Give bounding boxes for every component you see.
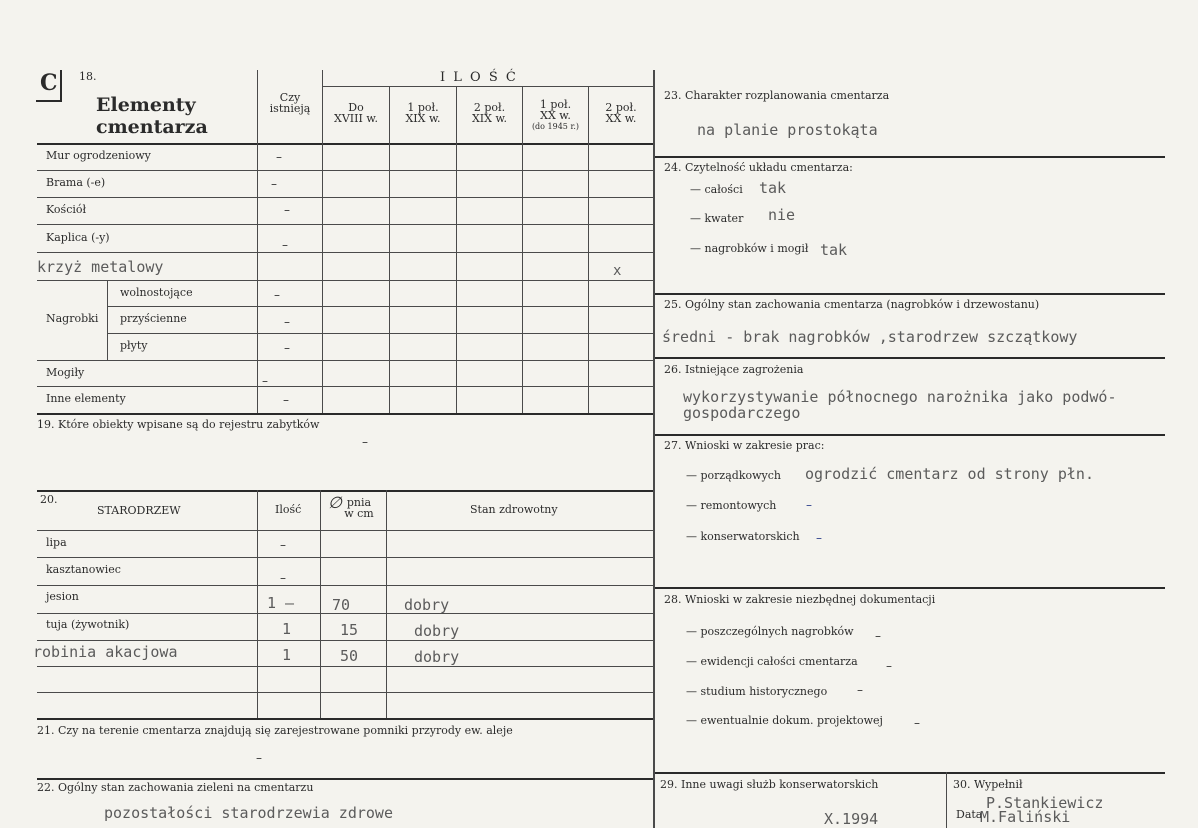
q26-value-line1: wykorzystywanie północnego narożnika jako podwó-: [683, 388, 1117, 406]
tree-ilosc: –: [280, 538, 286, 552]
column-header-line2: XIX w.: [405, 112, 441, 125]
q24-item-label: — całości: [690, 183, 743, 196]
q28-label: 28. Wnioski w zakresie niezbędnej dokumentacji: [664, 593, 936, 606]
q29-label: 29. Inne uwagi służb konserwatorskich: [660, 778, 879, 791]
pnia-header-line1: pnia: [346, 496, 372, 509]
question-number-18: 18.: [79, 70, 97, 83]
q27-item-label: — porządkowych: [686, 469, 781, 482]
czy-header-line1: Czy: [279, 91, 301, 104]
q30-data-label: Data: [956, 808, 983, 821]
q28-item-value: –: [857, 683, 863, 697]
tree-name: lipa: [46, 536, 67, 549]
element-row-czy: –: [283, 393, 289, 407]
q28-item-label: — ewidencji całości cmentarza: [686, 655, 858, 668]
q27-item-value: –: [806, 498, 812, 512]
q28-item-value: –: [914, 716, 920, 730]
column-header-2pol-xix: [457, 102, 522, 124]
element-row-czy: –: [276, 150, 282, 164]
q19-label: 19. Które obiekty wpisane są do rejestru zabytków: [37, 418, 320, 431]
section-letter: C: [40, 70, 58, 96]
tree-stan: dobry: [414, 622, 460, 640]
stan-zdrowotny-header: Stan zdrowotny: [470, 503, 558, 516]
pnia-header: [334, 497, 384, 519]
pnia-header-line2: w cm: [344, 507, 374, 520]
nagrobki-label: Nagrobki: [46, 312, 99, 325]
column-header-line1: 1 poł.: [539, 98, 572, 111]
column-header-line2: XIX w.: [471, 112, 508, 125]
element-row-label: Kościół: [46, 203, 87, 216]
tree-stan: dobry: [404, 596, 450, 614]
q24-item-value: tak: [820, 241, 848, 259]
q22-value: pozostałości starodrzewia zdrowe: [104, 804, 393, 822]
column-header-line3: (do 1945 r.): [531, 122, 580, 131]
tree-name: tuja (żywotnik): [46, 618, 130, 631]
q24-label: 24. Czytelność układu cmentarza:: [664, 161, 853, 174]
tree-ilosc: 1: [282, 620, 292, 638]
pnia-symbol: ∅: [328, 493, 342, 512]
starodrzew-title: STARODRZEW: [97, 504, 181, 517]
q30-label: 30. Wypełnił: [953, 778, 1023, 791]
q24-item-label: — nagrobków i mogił: [690, 242, 809, 255]
element-row-czy: –: [271, 177, 277, 191]
q28-item-label: — studium historycznego: [686, 685, 828, 698]
column-header-1pol-xx: [523, 99, 588, 132]
section-title-line2: cmentarza: [96, 116, 208, 138]
column-header-line1: Do: [348, 101, 364, 114]
q24-item-value: tak: [759, 179, 787, 197]
q25-label: 25. Ogólny stan zachowania cmentarza (nagrobków i drzewostanu): [664, 298, 1040, 311]
starodrzew-ilosc-header: Ilość: [275, 503, 302, 516]
czy-header-line2: istnieją: [269, 102, 311, 115]
column-header-do-xviii: [323, 102, 389, 124]
element-row-label: Brama (-e): [46, 176, 106, 189]
element-row-czy: –: [284, 315, 290, 329]
column-header-line1: 1 poł.: [407, 101, 439, 114]
q27-item-label: — remontowych: [686, 499, 777, 512]
q27-item-label: — konserwatorskich: [686, 530, 800, 543]
q23-value: na planie prostokąta: [697, 121, 878, 139]
tree-ilosc: 1 –: [267, 594, 295, 612]
column-header-line1: 2 poł.: [605, 101, 637, 114]
column-header-1pol-xix: [390, 102, 456, 124]
element-row-label: Mogiły: [46, 366, 85, 379]
q24-item-label: — kwater: [690, 212, 744, 225]
q27-label: 27. Wnioski w zakresie prac:: [664, 439, 825, 452]
q26-label: 26. Istniejące zagrożenia: [664, 363, 804, 376]
element-row-label-typed: krzyż metalowy: [37, 258, 164, 276]
q26-value-line2: gospodarczego: [683, 404, 801, 422]
q28-item-label: — ewentualnie dokum. projektowej: [686, 714, 883, 727]
q20-number: 20.: [40, 493, 58, 506]
q24-item-value: nie: [768, 206, 796, 224]
column-header-line2: XX w.: [540, 109, 571, 122]
tree-name: kasztanowiec: [46, 563, 121, 576]
tree-name-typed: robinia akacjowa: [33, 643, 178, 661]
element-row-label: wolnostojące: [120, 286, 193, 299]
q22-label: 22. Ogólny stan zachowania zieleni na cmentarzu: [37, 781, 314, 794]
element-row-label: przyścienne: [120, 312, 187, 325]
element-row-label: Inne elementy: [46, 392, 126, 405]
q28-item-label: — poszczególnych nagrobków: [686, 625, 854, 638]
q28-item-value: –: [875, 629, 881, 643]
element-row-mark: x: [613, 263, 622, 279]
q30-name1: P.Stankiewicz: [986, 794, 1104, 812]
element-row-czy: –: [274, 288, 280, 302]
element-row-label: Mur ogrodzeniowy: [46, 149, 151, 162]
element-row-czy: –: [284, 341, 290, 355]
tree-name: jesion: [46, 590, 79, 603]
element-row-label: Kaplica (-y): [46, 231, 110, 244]
ilosc-header: I L O Ś Ć: [440, 70, 518, 85]
element-row-czy: –: [262, 374, 268, 388]
element-row-czy: –: [284, 203, 290, 217]
element-row-label: płyty: [120, 339, 148, 352]
column-header-line2: XX w.: [605, 112, 637, 125]
column-header-line1: 2 poł.: [473, 101, 506, 114]
column-header-line2: XVIII w.: [334, 112, 378, 125]
q27-item-value: –: [816, 531, 822, 545]
tree-ilosc: 1: [282, 646, 292, 664]
tree-pien: 70: [332, 596, 351, 614]
tree-stan: dobry: [414, 648, 460, 666]
element-row-czy: –: [282, 238, 288, 252]
section-title-line1: Elementy: [96, 94, 196, 116]
q28-item-value: –: [886, 659, 892, 673]
q23-label: 23. Charakter rozplanowania cmentarza: [664, 89, 890, 102]
q29-value: X.1994: [824, 810, 879, 828]
czy-istnieja-header: [258, 92, 322, 114]
column-header-2pol-xx: [589, 102, 653, 124]
tree-pien: 15: [340, 621, 359, 639]
tree-pien: 50: [340, 647, 359, 665]
q25-value: średni - brak nagrobków ,starodrzew szczątkowy: [662, 328, 1078, 346]
q21-label: 21. Czy na terenie cmentarza znajdują się zarejestrowane pomniki przyrody ew. aleje: [37, 724, 513, 737]
q19-value: –: [362, 435, 368, 449]
q27-item-value: ogrodzić cmentarz od strony płn.: [805, 465, 1094, 483]
q30-name2: M.Faliński: [980, 808, 1071, 826]
q21-value: –: [256, 751, 262, 765]
tree-ilosc: –: [280, 571, 286, 585]
